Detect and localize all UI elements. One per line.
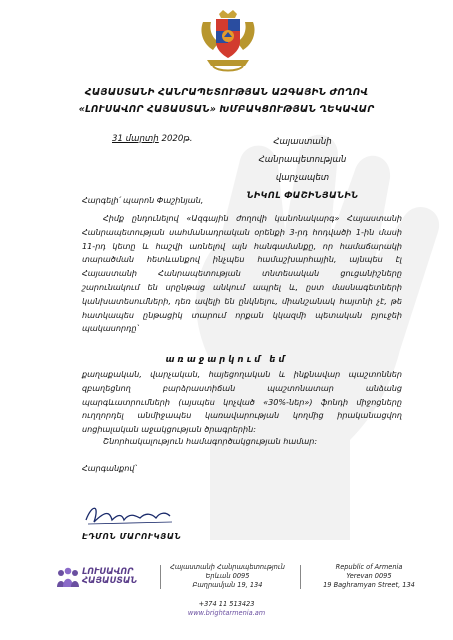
footer-divider	[160, 565, 161, 589]
handwritten-signature-icon	[80, 500, 180, 530]
footer-en-line-3: 19 Baghramyan Street, 134	[323, 581, 415, 589]
footer-contact	[0, 600, 453, 618]
paragraph-1: Հիմք ընդունելով «Ազգային ժողովի կանոնակարգ» Հայաստանի Հանրապետության սահմանադրական օրենքի 3-րդ հոդվածի 1-ին մասի 11-րդ կետը և հաշվի առնելով այն հանգամանքը, որ համաճարակի տարածման հետևանքով ինչպես համաշխարհային, այնպես էլ Հայաստանի Հանրապետության տնտեսական ցուցանիշները շարունակում են սրընթաց անկում ապրել և, ըստ մասնագետների կանխատեսումների, դեռ ավելի են ընկնելու, միանշանակ հայտնի չէ, թե հատկապես ընթացիկ տարում որքան կկազմի պետական բյուջեի պակասորդը՝	[82, 213, 402, 334]
footer-phone: +374 11 513423	[198, 600, 255, 608]
letter-date	[112, 134, 192, 144]
closing-line: Հարգանքով՝	[82, 463, 137, 473]
logo-line-1: ԼՈՒՍԱՎՈՐ	[82, 566, 134, 576]
recipient-name: ՆԻԿՈԼ ՓԱՇԻՆՅԱՆԻՆ	[246, 191, 359, 201]
thanks-line: Շնորհակալություն համագործակցության համար:	[103, 436, 318, 446]
footer-address-armenian	[165, 563, 290, 590]
footer-en-line-1: Republic of Armenia	[335, 563, 403, 571]
bright-armenia-logo	[55, 565, 138, 591]
parliament-header: ՀԱՅԱՍՏԱՆԻ ՀԱՆՐԱՊԵՏՈՒԹՅԱՆ ԱԶԳԱՅԻՆ ԺՈՂՈՎ	[84, 87, 369, 98]
logo-line-2: ՀԱՅԱՍՏԱՆ	[82, 575, 138, 585]
footer-am-line-3: Բաղրամյան 19, 134	[192, 581, 263, 589]
footer-divider	[300, 565, 301, 589]
coat-of-arms-icon	[197, 8, 259, 74]
footer-am-line-2: Երևան 0095	[205, 572, 250, 580]
footer-en-line-2: Yerevan 0095	[346, 572, 392, 580]
party-people-icon	[55, 567, 81, 589]
recipient-line-2: վարչապետ	[275, 173, 330, 183]
faction-leader-header: «ԼՈՒՍԱՎՈՐ ՀԱՅԱՍՏԱՆ» ԽՄԲԱԿՑՈՒԹՅԱՆ ՂԵԿԱՎԱՐ	[78, 104, 375, 115]
footer-website-link[interactable]: www.brightarmenia.am	[187, 609, 266, 617]
paragraph-2: քաղաքական, վարչական, հայեցողական և ինքնավար պաշտոններ զբաղեցնող բարձրաստիճան պաշտոնատար անձանց պարգևատրումների (այսպես կոչված «30%-ներ») ֆոնդի միջոցները ուղղորդել անմիջապես կառավարության կողմից իրականացվող սոցիալական աջակցության ծրագրերին:	[82, 369, 402, 435]
footer-address-english	[313, 563, 425, 590]
footer-am-line-1: Հայաստանի Հանրապետություն	[170, 563, 285, 571]
signatory-name: ԷԴՄՈՆ ՄԱՐՈՒԿՅԱՆ	[82, 532, 182, 541]
greeting: Հարգելի՛ պարոն Փաշինյան,	[82, 195, 204, 205]
date-year: 2020թ.	[161, 134, 193, 144]
date-day-month: 31 մարտի	[112, 134, 159, 144]
proposal-phrase: առաջարկում եմ	[165, 355, 288, 365]
recipient-line-1: Հայաստանի Հանրապետության	[258, 137, 347, 165]
